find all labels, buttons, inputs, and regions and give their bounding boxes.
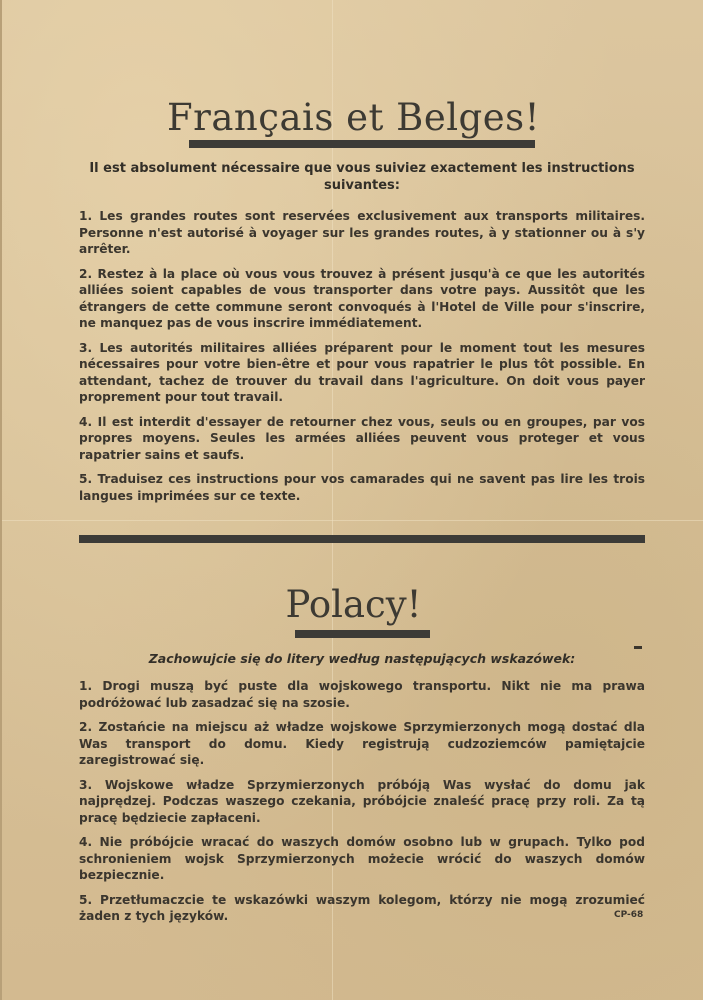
polish-item: 2. Zostańcie na miejscu aż władze wojskowe Sprzymierzonych mogą dostać dla Was transport do domu. Kiedy registrują cudzoziemców pamiętajcie zaregistrować się. (79, 720, 645, 767)
polish-title-underline (295, 630, 430, 638)
french-instructions (79, 208, 645, 512)
french-item: 4. Il est interdit d'essayer de retourner chez vous, seuls ou en groupes, par vos propres moyens. Seules les armées alliées peuvent vous proteger et vous rapatrier sains et saufs. (79, 414, 645, 462)
french-item: 3. Les autorités militaires alliées préparent pour le moment tout les mesures nécessaires pour votre bien-être et pour vous rapatrier le plus tôt possible. En attendant, tachez de trouver du travail dans l'agriculture. On doit vous payer proprement pour tout travail. (79, 340, 645, 404)
french-title-underline (189, 140, 535, 148)
polish-instructions (79, 678, 645, 933)
polish-item: 4. Nie próbójcie wracać do waszych domów osobno lub w grupach. Tylko pod schronieniem wojsk Sprzymierzonych możecie wrócić do waszych domów bezpiecznie. (79, 835, 645, 882)
section-divider (79, 535, 645, 543)
french-item: 2. Restez à la place où vous vous trouvez à présent jusqu'à ce que les autorités alliées soient capables de vous transporter dans votre pays. Aussitôt que les étrangers de cette commune seront convoqués à l'Hotel de Ville pour s'inscrire, ne manquez pas de vous inscrire immédiatement. (79, 266, 645, 330)
polish-item: 1. Drogi muszą być puste dla wojskowego transportu. Nikt nie ma prawa podróżować lub zasadzać się na szosie. (79, 679, 645, 710)
polish-item: 3. Wojskowe władze Sprzymierzonych próbóją Was wysłać do domu jak najprędzej. Podczas waszego czekania, próbójcie znaleść pracę przy roli. Za tą pracę będziecie zapłaceni. (79, 777, 645, 825)
french-item: 1. Les grandes routes sont reservées exclusivement aux transports militaires. Personne n'est autorisé à voyager sur les grandes routes, à y stationner ou à s'y arrêter. (79, 209, 645, 256)
print-code: CP-68 (614, 910, 644, 920)
polish-item: 5. Przetłumaczcie te wskazówki waszym kolegom, którzy nie mogą zrozumieć żaden z tych języków. (79, 892, 645, 923)
french-subtitle: Il est absolument nécessaire que vous suiviez exactement les instructions suivantes: (89, 161, 635, 193)
print-mark (634, 646, 642, 649)
polish-subtitle: Zachowujcie się do litery według następujących wskazówek: (148, 651, 576, 666)
fold-crease-horizontal (2, 520, 703, 521)
french-item: 5. Traduisez ces instructions pour vos camarades qui ne savent pas lire les trois langues imprimées sur ce texte. (79, 472, 645, 503)
polish-title: Polacy! (285, 583, 422, 626)
french-title: Français et Belges! (167, 96, 540, 139)
